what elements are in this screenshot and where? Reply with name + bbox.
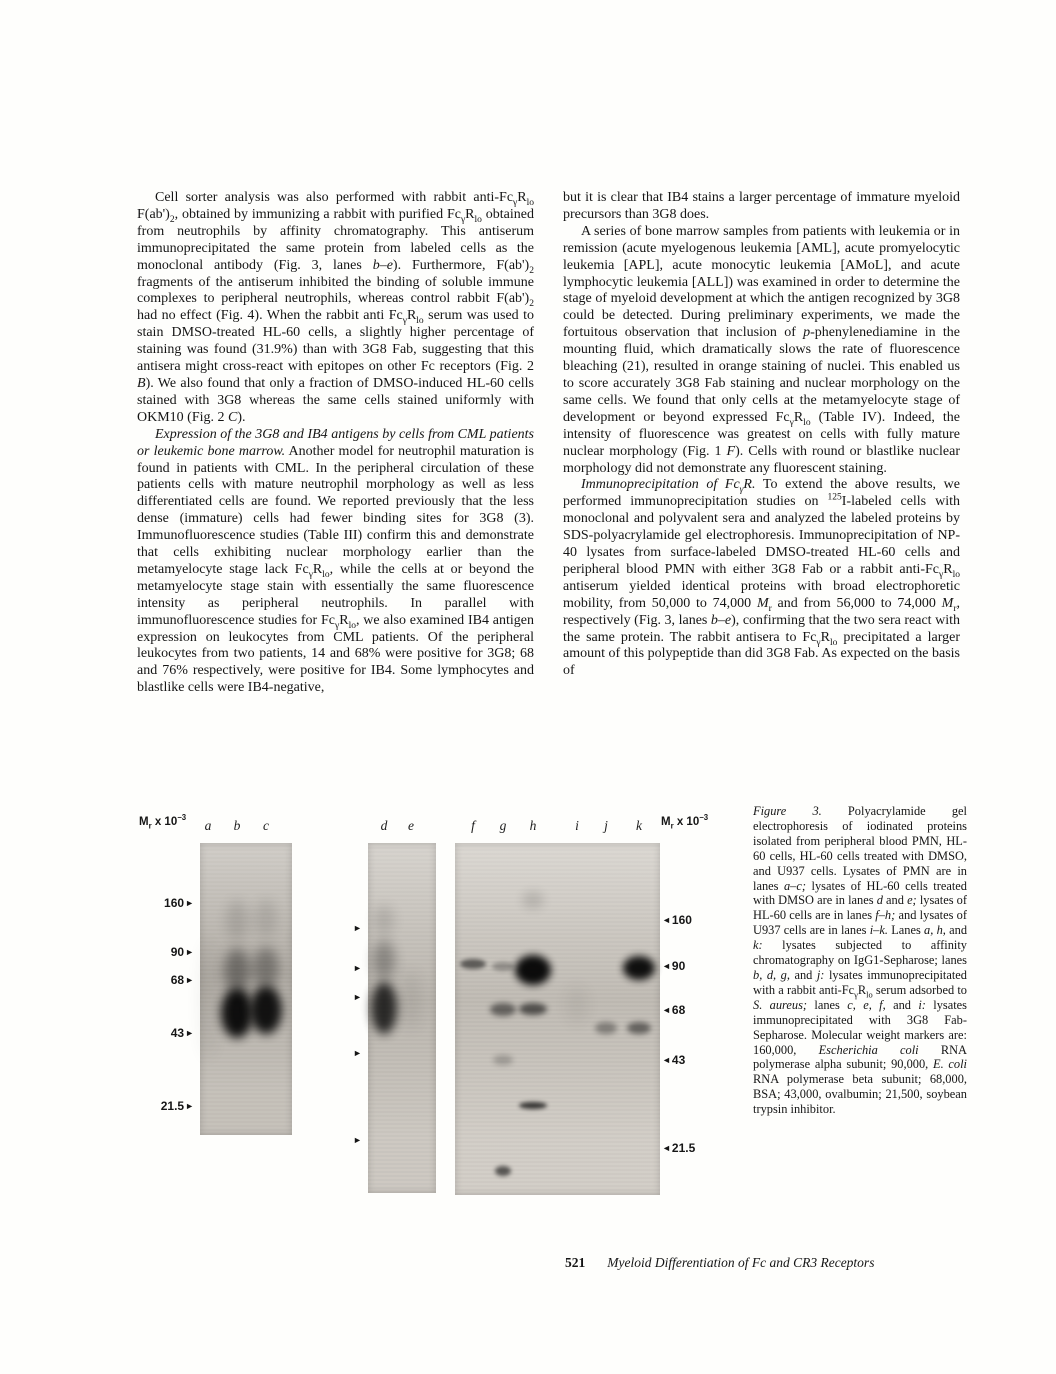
gel-band <box>495 1166 511 1176</box>
gel-mid-arrow-0: ► <box>353 923 362 933</box>
gel-band <box>199 940 217 1060</box>
gel-marker-right-160: ◄160 <box>662 913 692 927</box>
gel-band <box>567 985 587 1025</box>
arrow-left-icon: ◄ <box>662 915 671 925</box>
gel-marker-right-21.5: ◄21.5 <box>662 1141 696 1155</box>
gel-band <box>460 959 486 969</box>
text-column-left <box>137 190 534 697</box>
page-footer <box>565 1255 874 1271</box>
gel-band <box>250 986 282 1034</box>
gel-band <box>490 1003 516 1016</box>
gel-band <box>253 947 279 989</box>
gel-band <box>627 1022 651 1034</box>
gel-marker-left-21.5: 21.5► <box>160 1099 194 1113</box>
gel-band <box>519 1003 547 1015</box>
arrow-right-icon: ► <box>185 1101 194 1111</box>
gel-panel-hl60-u937 <box>455 843 660 1195</box>
gel-lane-label-h: h <box>529 818 537 833</box>
figure-3 <box>137 800 969 1240</box>
arrow-right-icon: ► <box>185 898 194 908</box>
gel-band <box>371 982 397 1034</box>
gel-band <box>595 1022 617 1034</box>
gel-band <box>515 955 551 985</box>
gel-lane-label-e: e <box>408 818 414 833</box>
gel-lane-label-i: i <box>575 818 579 833</box>
gel-band <box>623 956 655 980</box>
gel-marker-left-160: 160► <box>164 896 194 910</box>
gel-band <box>373 940 395 980</box>
page-number: 521 <box>565 1255 586 1270</box>
gel-marker-right-68: ◄68 <box>662 1003 686 1017</box>
gel-lane-label-a: a <box>204 818 212 833</box>
gel-mid-arrow-2: ► <box>353 992 362 1002</box>
gel-mid-arrow-4: ► <box>353 1135 362 1145</box>
paragraph-expression-3g8-ib4: Expression of the 3G8 and IB4 antigens by cells from CML patients or leukemic bone marrow. Another model for neutrophil maturation is found in patients with CML. In the peripheral circulation of these patients cells with mature neutrophil morphology as well as less differentiated cells are found. We reported previously that the less dense (immature) cells had fewer binding sites for 3G8 (3). Immunofluorescence studies (Table III) confirm this and demonstrate that cells exhibiting nuclear morphology earlier than the metamyelocyte stage lack $Fc_\gamma R_{lo}$, while the cells at or beyond the metamyelocyte stage stain with essentially the same fluorescence intensity as peripheral neutrophils. In parallel with immunofluorescence studies for $Fc_\gamma R_{lo}$, we also examined IB4 antigen expression on leukocytes from CML patients. Of the peripheral leukocytes from two patients, 14 and 68% were positive for 3G8; 68 and 76% respectively, were positive for IB4. Some lymphocytes and blastlike cells were IB4-negative, <box>137 426 535 696</box>
arrow-left-icon: ◄ <box>662 961 671 971</box>
gel-marker-left-68: 68► <box>170 973 194 987</box>
arrow-right-icon: ► <box>185 947 194 957</box>
gel-band <box>519 1102 547 1109</box>
arrow-right-icon: ► <box>185 975 194 985</box>
gel-band <box>492 962 514 971</box>
gel-band <box>226 900 248 940</box>
gel-band <box>522 891 544 909</box>
gel-marker-left-43: 43► <box>170 1026 194 1040</box>
gel-lane-label-d: d <box>380 818 388 833</box>
paragraph-immunoprecipitation: Immunoprecipitation of $Fc_\gamma R$. To extend the above results, we performed immunoprecipitation studies on $^{125}$I-labeled cells with monoclonal and polyvalent sera and analyzed the labeled proteins by SDS-polyacrylamide gel electrophoresis. Immunoprecipitation of NP-40 lysates from surface-labeled DMSO-treated HL-60 cells and peripheral blood PMN with either 3G8 Fab or a rabbit anti-$Fc_\gamma R_{lo}$ antiserum yielded identical proteins with broad electrophoretic mobility, from 50,000 to 74,000 $M_r$ and from 56,000 to 74,000 $M_r$, respectively (Fig. 3, lanes b–e), confirming that the two sera react with the same protein. The rabbit antisera to $Fc_\gamma R_{lo}$ precipitated a larger amount of this polypeptide than did 3G8 Fab. As expected on the basis of <box>563 477 961 679</box>
gel-lane-label-b: b <box>233 818 241 833</box>
mr-label-left: $M_r$ x $10^{-3}$ <box>139 813 187 831</box>
text-column-right <box>563 190 960 680</box>
gel-lane-label-k: k <box>636 818 642 833</box>
gel-image <box>137 800 749 1240</box>
paragraph-bone-marrow-series: A series of bone marrow samples from patients with leukemia or in remission (acute myelogenous leukemia [AML], acute promyelocytic leukemia [APL], acute monocytic leukemia [AMoL], and acute lymphocytic leukemia [ALL]) was examined in order to determine the stage of myeloid development at which the antigen recognized by 3G8 could be detected. During preliminary experiments, we made the fortuitous observation that inclusion of p-phenylenediamine in the mounting fluid, which dramatically slows the rate of fluorescence bleaching (21), resulted in orange staining of nuclei. This enabled us to score accurately 3G8 Fab staining and nuclear morphology on the same cells. We found that only cells at the metamyelocyte stage of development or beyond expressed $Fc_\gamma R_{lo}$ (Table IV). Indeed, the intensity of fluorescence was greatest on cells with fully mature nuclear morphology (Fig. 1 F). Cells with round or blastlike nuclear morphology did not demonstrate any fluorescent staining. <box>563 223 961 476</box>
gel-band <box>402 970 420 1030</box>
arrow-left-icon: ◄ <box>662 1143 671 1153</box>
gel-band <box>221 988 253 1038</box>
paragraph-continuation: but it is clear that IB4 stains a larger percentage of immature myeloid precursors than 3G8 does. <box>563 190 960 222</box>
gel-band <box>255 899 277 937</box>
running-title: Myeloid Differentiation of Fc and CR3 Receptors <box>607 1255 875 1270</box>
gel-marker-right-90: ◄90 <box>662 959 686 973</box>
paragraph-cell-sorter: Cell sorter analysis was also performed with rabbit anti-$Fc_\gamma R_{lo}$ $F(ab')_2$, obtained by immunizing a rabbit with purified $Fc_\gamma R_{lo}$ obtained from neutrophils by affinity chromatography. This antiserum immunoprecipitated the same protein from labeled cells as the monoclonal antibody (Fig. 3, lanes b–e). Furthermore, $F(ab')_2$ fragments of the antiserum inhibited the binding of soluble immune complexes to peripheral neutrophils, whereas control rabbit $F(ab')_2$ had no effect (Fig. 4). When the rabbit anti $Fc_\gamma R_{lo}$ serum was used to stain DMSO-treated HL-60 cells, a slightly higher percentage of staining was found (31.9%) than with 3G8 Fab, suggesting that this antisera might cross-react with epitopes on other Fc receptors (Fig. 2 B). We also found that only a fraction of DMSO-induced HL-60 cells stained with 3G8 whereas the same cells stained uniformly with OKM10 (Fig. 2 C). <box>137 190 534 425</box>
gel-mid-arrow-1: ► <box>353 963 362 973</box>
gel-lane-label-f: f <box>471 818 475 833</box>
arrow-left-icon: ◄ <box>662 1005 671 1015</box>
arrow-left-icon: ◄ <box>662 1055 671 1065</box>
gel-mid-arrow-3: ► <box>353 1048 362 1058</box>
gel-band <box>493 1055 513 1065</box>
mr-label-right: $M_r$ x $10^{-3}$ <box>661 813 709 831</box>
arrow-right-icon: ► <box>185 1028 194 1038</box>
gel-marker-right-43: ◄43 <box>662 1053 686 1067</box>
gel-lane-label-c: c <box>263 818 269 833</box>
figure-caption: Figure 3. Polyacrylamide gel electrophoresis of iodinated proteins isolated from peripheral blood PMN, HL-60 cells, HL-60 cells treated with DMSO, and U937 cells. Lysates of PMN are in lanes a–c; lysates of HL-60 cells treated with DMSO are in lanes d and e; lysates of HL-60 cells are in lanes f–h; and lysates of U937 cells are in lanes i–k. Lanes a, h, and k: lysates subjected to affinity chromatography on IgG1-Sepharose; lanes b, d, g, and j: lysates immunoprecipitated with a rabbit anti-$Fc_\gamma R_{lo}$ serum adsorbed to S. aureus; lanes c, e, f, and i: lysates immunoprecipitated with 3G8 Fab-Sepharose. Molecular weight markers are: 160,000, Escherichia coli RNA polymerase alpha subunit; 90,000, E. coli RNA polymerase beta subunit; 68,000, BSA; 43,000, ovalbumin; 21,500, soybean trypsin inhibitor. <box>753 804 968 1117</box>
gel-lane-label-g: g <box>499 818 507 833</box>
gel-lane-label-j: j <box>604 818 608 833</box>
gel-marker-left-90: 90► <box>170 945 194 959</box>
gel-band <box>374 905 394 935</box>
gel-band <box>224 948 250 993</box>
